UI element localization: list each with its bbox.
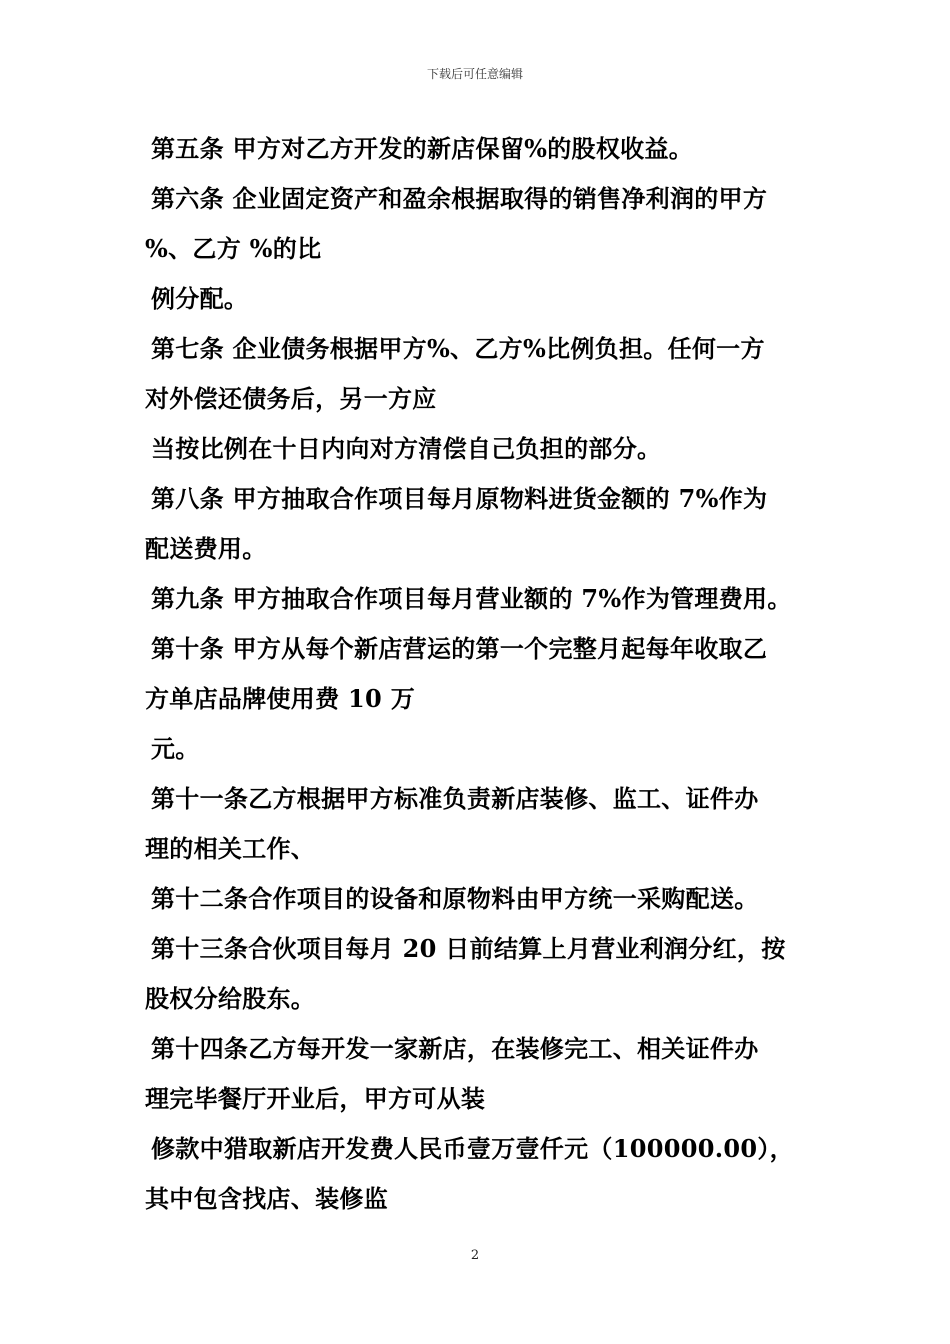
page-header: 下载后可任意编辑 — [426, 67, 523, 81]
paragraph-line: 方单店品牌使用费 10 万 — [145, 684, 416, 713]
paragraph-line: 第十三条合伙项目每月 20 日前结算上月营业利润分红，按 — [151, 934, 786, 963]
paragraph-line: 理完毕餐厅开业后，甲方可从装 — [145, 1084, 486, 1113]
paragraph-line: 第八条 甲方抽取合作项目每月原物料进货金额的 7%作为 — [151, 484, 768, 513]
paragraph-line: 第七条 企业债务根据甲方%、乙方%比例负担。任何一方 — [151, 334, 765, 363]
paragraph-line: 理的相关工作、 — [145, 834, 316, 863]
paragraph-line: 例分配。 — [151, 284, 249, 313]
paragraph-line: 第十四条乙方每开发一家新店，在装修完工、相关证件办 — [151, 1034, 759, 1063]
paragraph-line: 第六条 企业固定资产和盈余根据取得的销售净利润的甲方 — [151, 184, 768, 213]
paragraph-line: 配送费用。 — [145, 534, 267, 563]
paragraph-line: 第九条 甲方抽取合作项目每月营业额的 7%作为管理费用。 — [151, 584, 792, 613]
paragraph-line: 当按比例在十日内向对方清偿自己负担的部分。 — [151, 434, 662, 463]
paragraph-line: 第五条 甲方对乙方开发的新店保留%的股权收益。 — [151, 134, 694, 163]
paragraph-line: 第十条 甲方从每个新店营运的第一个完整月起每年收取乙 — [151, 634, 768, 663]
paragraph-line: 修款中猎取新店开发费人民币壹万壹仟元（100000.00）， — [151, 1134, 794, 1163]
paragraph-line: 元。 — [151, 734, 200, 763]
paragraph-line: 第十一条乙方根据甲方标准负责新店装修、监工、证件办 — [151, 784, 759, 813]
page-number: 2 — [470, 1248, 480, 1263]
paragraph-line: %、乙方 %的比 — [145, 234, 322, 263]
paragraph-line: 对外偿还债务后，另一方应 — [145, 384, 437, 413]
paragraph-line: 其中包含找店、装修监 — [145, 1184, 388, 1213]
paragraph-line: 股权分给股东。 — [145, 984, 316, 1013]
document-body — [145, 124, 825, 1224]
paragraph-line: 第十二条合作项目的设备和原物料由甲方统一采购配送。 — [151, 884, 759, 913]
